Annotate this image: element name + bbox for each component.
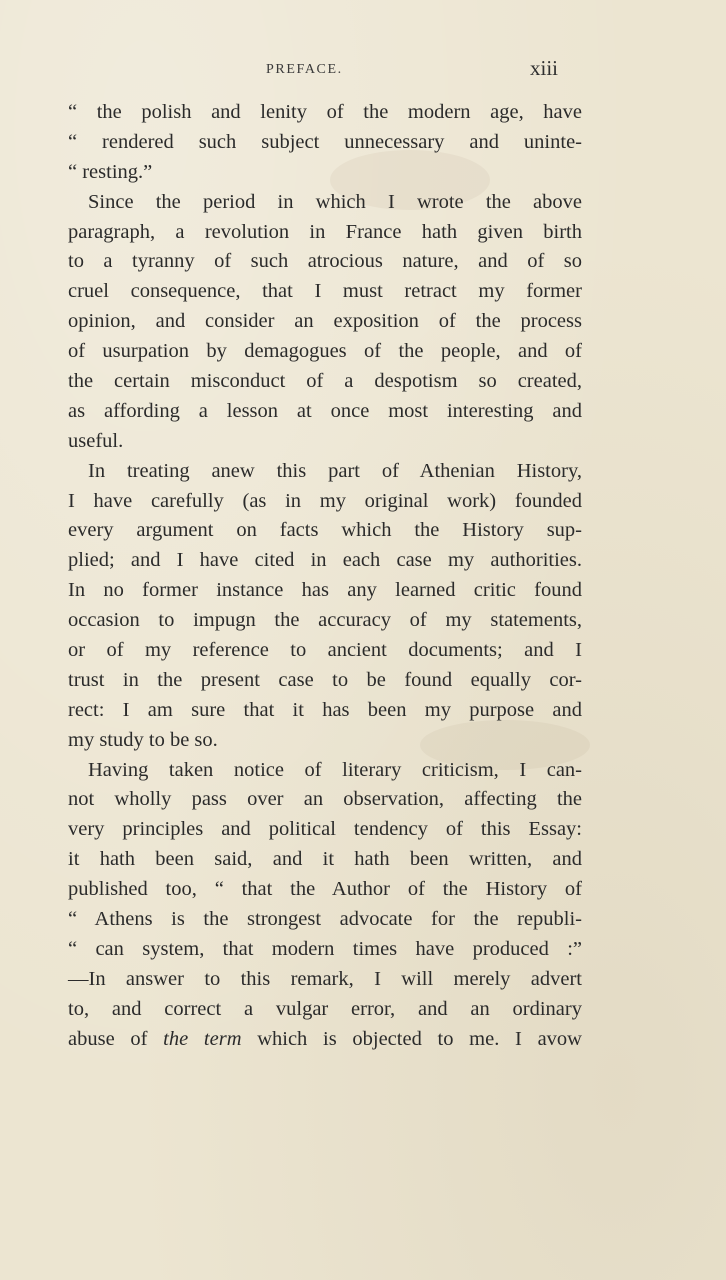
text-line: to a tyranny of such atrocious nature, and of so bbox=[68, 250, 582, 273]
text-line: I have carefully (as in my original work) founded bbox=[68, 489, 582, 512]
text-line: published too, “ that the Author of the History of bbox=[68, 878, 582, 901]
text-line: my study to be so. bbox=[68, 728, 218, 751]
paragraph-first-line: In treating anew this part of Athenian History, bbox=[88, 459, 582, 482]
text-line: “ can system, that modern times have produced :” bbox=[68, 937, 582, 960]
text-line: rect: I am sure that it has been my purpose and bbox=[68, 698, 582, 721]
text-line: opinion, and consider an exposition of the process bbox=[68, 310, 582, 333]
text-line: “ rendered such subject unnecessary and uninte- bbox=[68, 130, 582, 153]
running-title: PREFACE. bbox=[266, 62, 343, 77]
paragraph-first-line: Since the period in which I wrote the above bbox=[88, 190, 582, 213]
text-line: very principles and political tendency of this Essay: bbox=[68, 818, 582, 841]
italic-term: the term bbox=[163, 1027, 242, 1050]
text-line: of usurpation by demagogues of the people, and of bbox=[68, 340, 582, 363]
text-line: “ resting.” bbox=[68, 160, 153, 183]
text-line: “ Athens is the strongest advocate for the republi- bbox=[68, 908, 582, 931]
text-line: plied; and I have cited in each case my authorities. bbox=[68, 549, 582, 572]
text-line: the certain misconduct of a despotism so created, bbox=[68, 370, 582, 393]
text-line: as affording a lesson at once most interesting and bbox=[68, 399, 582, 422]
text-segment: abuse of bbox=[68, 1027, 164, 1050]
text-line: “ the polish and lenity of the modern age, have bbox=[68, 101, 582, 123]
text-line: In no former instance has any learned critic found bbox=[68, 579, 582, 602]
text-line: to, and correct a vulgar error, and an ordinary bbox=[68, 997, 582, 1020]
paragraph-first-line: Having taken notice of literary criticism, I can- bbox=[88, 758, 582, 781]
text-line: or of my reference to ancient documents; and I bbox=[68, 639, 582, 662]
text-line: —In answer to this remark, I will merely advert bbox=[68, 967, 582, 990]
text-line: trust in the present case to be found equally cor- bbox=[68, 668, 582, 691]
text-line: useful. bbox=[68, 429, 124, 452]
text-line: every argument on facts which the History sup- bbox=[68, 519, 582, 542]
text-line-with-italic bbox=[68, 1025, 582, 1055]
text-line: paragraph, a revolution in France hath given birth bbox=[68, 220, 582, 243]
text-line: not wholly pass over an observation, affecting the bbox=[68, 788, 582, 811]
body-text bbox=[68, 98, 582, 1055]
text-line: occasion to impugn the accuracy of my statements, bbox=[68, 609, 582, 632]
text-segment: which is objected to me. I avow bbox=[241, 1027, 582, 1050]
text-line: it hath been said, and it hath been written, and bbox=[68, 848, 582, 871]
running-head bbox=[0, 58, 726, 82]
text-line: cruel consequence, that I must retract my former bbox=[68, 280, 582, 303]
page-number: xiii bbox=[530, 56, 559, 80]
